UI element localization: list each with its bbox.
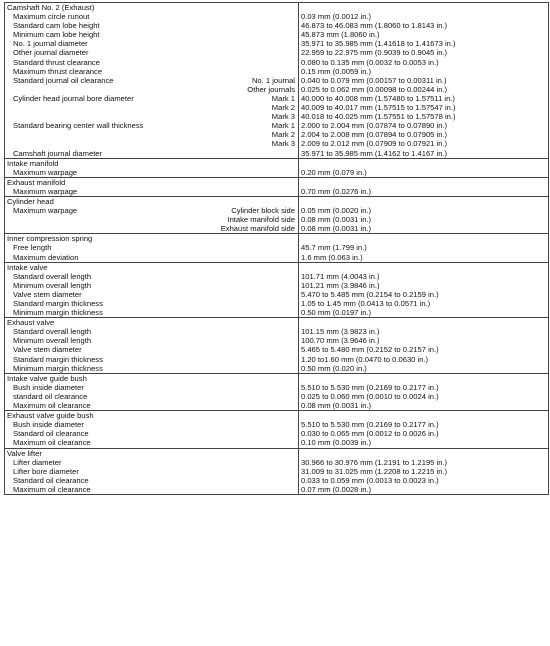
spec-section: [5, 373, 549, 410]
spec-label: Maximum warpage: [13, 167, 78, 177]
spec-label: Standard margin thickness: [13, 354, 103, 364]
spec-value: 0.030 to 0.065 mm (0.0012 to 0.0026 in.): [301, 429, 439, 439]
section-title-spacer: [299, 178, 548, 187]
spec-label: Minimum margin thickness: [13, 363, 103, 373]
spec-value: 2.004 to 2.008 mm (0.07894 to 0.07905 in.): [301, 130, 448, 140]
section-title-spacer: [299, 318, 548, 327]
spec-label: Standard journal oil clearance: [13, 75, 114, 85]
section-title: Camshaft No. 2 (Exhaust): [7, 3, 95, 12]
spec-label: Free length: [13, 243, 52, 253]
spec-row-label: [5, 85, 298, 94]
spec-value: 1.05 to 1.45 mm (0.0413 to 0.0571 in.): [301, 299, 431, 308]
section-title: Cylinder head: [7, 196, 54, 206]
spec-value: 0.70 mm (0.0276 in.): [301, 186, 372, 196]
spec-row-label: [5, 224, 298, 233]
spec-value: 45.873 mm (1.8060 in.): [301, 30, 380, 40]
spec-section-values: [299, 177, 549, 196]
spec-section: [5, 411, 549, 448]
spec-value: 40.018 to 40.025 mm (1.57551 to 1.57578 in.): [301, 112, 456, 122]
spec-section-labels: [5, 196, 299, 233]
section-title-spacer: [299, 374, 548, 383]
spec-row-label: [5, 290, 298, 299]
spec-label: Minimum cam lobe height: [13, 30, 100, 40]
spec-value: 22.959 to 22.975 mm (0.9039 to 0.9045 in.): [301, 48, 448, 58]
spec-sublabel: Mark 1: [271, 93, 295, 103]
spec-row-label: [5, 429, 298, 438]
spec-label: Standard cam lobe height: [13, 21, 100, 31]
section-title: Exhaust manifold: [7, 177, 66, 187]
spec-section: [5, 448, 549, 494]
spec-row-label: [5, 103, 298, 112]
spec-row-label: [5, 281, 298, 290]
spec-value: 31.009 to 31.025 mm (1.2208 to 1.2215 in.): [301, 466, 448, 476]
spec-sublabel: Mark 2: [271, 130, 295, 140]
spec-label: Maximum oil clearance: [13, 484, 91, 494]
spec-value: 46.873 to 46.083 mm (1.8060 to 1.8143 in.): [301, 21, 448, 31]
spec-section-labels: [5, 158, 299, 177]
spec-label: Bush inside diameter: [13, 382, 84, 392]
spec-section-labels: [5, 177, 299, 196]
spec-sublabel: Mark 3: [271, 112, 295, 122]
spec-row-label: [5, 30, 298, 39]
section-title-spacer: [299, 234, 548, 243]
spec-row-label: [5, 58, 298, 67]
section-title: Exhaust valve: [7, 318, 55, 328]
spec-row-label: [5, 336, 298, 345]
spec-section: [5, 3, 549, 159]
spec-label: Lifter diameter: [13, 457, 62, 467]
spec-row-label: [5, 168, 298, 177]
spec-value: 0.040 to 0.079 mm (0.00157 to 0.00311 in.): [301, 75, 447, 85]
spec-value: 0.080 to 0.135 mm (0.0032 to 0.0053 in.): [301, 57, 439, 67]
section-title: Exhaust valve guide bush: [7, 411, 94, 421]
spec-sublabel: Mark 2: [271, 103, 295, 113]
spec-row-label: [5, 308, 298, 317]
spec-label: Minimum margin thickness: [13, 308, 103, 318]
spec-sublabel: Mark 1: [271, 121, 295, 131]
spec-value: 40.000 to 40.008 mm (1.57480 to 1.57511 in.): [301, 93, 455, 103]
spec-row-label: [5, 48, 298, 57]
spec-section-labels: [5, 373, 299, 410]
spec-value: 0.20 mm (0.079 in.): [301, 167, 367, 177]
spec-label: Maximum thrust clearance: [13, 66, 103, 76]
spec-label: Standard margin thickness: [13, 299, 103, 308]
spec-row-label: [5, 420, 298, 429]
spec-value: 100.70 mm (3.9646 in.): [301, 336, 380, 346]
spec-sublabel: Mark 3: [271, 139, 295, 149]
spec-row-label: [5, 76, 298, 85]
spec-row-label: [5, 130, 298, 139]
spec-row-label: [5, 215, 298, 224]
spec-sublabel: Cylinder block side: [231, 206, 295, 216]
spec-table-body: [5, 3, 549, 495]
section-title-spacer: [299, 263, 548, 272]
spec-label: Other journal diameter: [13, 48, 89, 58]
spec-label: Lifter bore diameter: [13, 466, 79, 476]
spec-label: Standard overall length: [13, 327, 92, 337]
spec-row-label: [5, 121, 298, 130]
spec-label: Standard oil clearance: [13, 475, 89, 485]
spec-label: Maximum oil clearance: [13, 401, 91, 411]
spec-value: 0.08 mm (0.0031 in.): [301, 224, 372, 234]
spec-value: 1.20 to1.60 mm (0.0470 to 0.0630 in.): [301, 354, 429, 364]
spec-value: 30.966 to 30.976 mm (1.2191 to 1.2195 in.): [301, 457, 448, 467]
spec-value: 0.08 mm (0.0031 in.): [301, 215, 372, 225]
spec-row-label: [5, 39, 298, 48]
spec-row-label: [5, 21, 298, 30]
spec-row-label: [5, 485, 298, 494]
spec-value: 0.08 mm (0.0031 in.): [301, 401, 372, 411]
section-title: Inner compression spring: [7, 234, 93, 244]
spec-section-values: [299, 262, 549, 318]
section-title-spacer: [299, 197, 548, 206]
spec-row-label: [5, 149, 298, 158]
spec-value: 0.15 mm (0.0059 in.): [301, 66, 372, 76]
spec-value: 0.025 to 0.062 mm (0.00098 to 0.00244 in.): [301, 84, 448, 94]
spec-value: 5.510 to 5.530 mm (0.2169 to 0.2177 in.): [301, 420, 439, 430]
spec-section-values: [299, 448, 549, 494]
spec-section: [5, 196, 549, 233]
spec-value: 1.6 mm (0.063 in.): [301, 252, 363, 262]
spec-row-label: [5, 355, 298, 364]
spec-section-values: [299, 373, 549, 410]
spec-label: Minimum overall length: [13, 280, 92, 290]
spec-row-label: [5, 401, 298, 410]
spec-label: Maximum deviation: [13, 252, 79, 262]
spec-value: 45.7 mm (1.799 in.): [301, 243, 367, 253]
spec-value: 0.50 mm (0.0197 in.): [301, 308, 372, 318]
spec-row-label: [5, 67, 298, 76]
spec-row-label: [5, 206, 298, 215]
spec-value: 2.009 to 2.012 mm (0.07909 to 0.07921 in.): [301, 139, 448, 149]
spec-value: 101.71 mm (4.0043 in.): [301, 271, 380, 281]
spec-row-label: [5, 438, 298, 447]
spec-label: Cylinder head journal bore diameter: [13, 93, 134, 103]
spec-value: 35.971 to 35.985 mm (1.4162 to 1.4167 in.): [301, 148, 448, 158]
spec-section-labels: [5, 411, 299, 448]
spec-section-labels: [5, 262, 299, 318]
spec-label: standard oil clearance: [13, 391, 88, 401]
spec-section-labels: [5, 318, 299, 374]
section-title: Valve lifter: [7, 448, 42, 458]
spec-section-values: [299, 158, 549, 177]
spec-value: 0.05 mm (0.0020 in.): [301, 206, 372, 216]
spec-row-label: [5, 364, 298, 373]
spec-value: 2.000 to 2.004 mm (0.07874 to 0.07890 in.): [301, 121, 448, 131]
spec-row-label: [5, 139, 298, 148]
spec-label: Maximum warpage: [13, 186, 78, 196]
spec-value: 101.21 mm (3.9846 in.): [301, 280, 380, 290]
spec-sublabel: Exhaust manifold side: [220, 224, 295, 234]
spec-value: 5.510 to 5.530 mm (0.2169 to 0.2177 in.): [301, 382, 439, 392]
spec-value: 0.03 mm (0.0012 in.): [301, 12, 372, 22]
section-title-spacer: [299, 449, 548, 458]
spec-row-label: [5, 112, 298, 121]
spec-label: Valve stem diameter: [13, 289, 82, 299]
spec-section-labels: [5, 448, 299, 494]
spec-value: 40.009 to 40.017 mm (1.57515 to 1.57547 in.): [301, 103, 456, 113]
spec-value: 101.15 mm (3.9823 in.): [301, 327, 380, 337]
spec-section: [5, 318, 549, 374]
spec-section-values: [299, 318, 549, 374]
spec-row-label: [5, 327, 298, 336]
spec-label: Camshaft journal diameter: [13, 148, 103, 158]
spec-row-label: [5, 187, 298, 196]
spec-section-values: [299, 3, 549, 159]
spec-label: Standard oil clearance: [13, 429, 89, 439]
spec-section: [5, 234, 549, 262]
spec-label: No. 1 journal diameter: [13, 39, 88, 49]
spec-value: 5.470 to 5.485 mm (0.2154 to 0.2159 in.): [301, 289, 439, 299]
spec-value: 0.07 mm (0.0028 in.): [301, 484, 372, 494]
spec-sublabel: Other journals: [247, 84, 295, 94]
spec-row-label: [5, 272, 298, 281]
section-title: Intake manifold: [7, 158, 59, 168]
spec-value: 35.971 to 35.985 mm (1.41618 to 1.41673 in.): [301, 39, 456, 49]
spec-row-label: [5, 253, 298, 262]
spec-label: Standard thrust clearance: [13, 57, 100, 67]
spec-row-label: [5, 392, 298, 401]
section-title-spacer: [299, 411, 548, 420]
spec-section-values: [299, 196, 549, 233]
spec-value: 0.50 mm (0.020 in.): [301, 363, 367, 373]
spec-row-label: [5, 383, 298, 392]
section-title: Intake valve: [7, 262, 48, 272]
spec-value: 5.465 to 5.480 mm (0.2152 to 0.2157 in.): [301, 345, 439, 355]
spec-section-labels: [5, 3, 299, 159]
spec-row-label: [5, 458, 298, 467]
spec-row-label: [5, 12, 298, 21]
spec-section: [5, 158, 549, 177]
spec-value: 0.025 to 0.060 mm (0.0010 to 0.0024 in.): [301, 391, 439, 401]
spec-section-labels: [5, 234, 299, 262]
spec-sublabel: No. 1 journal: [251, 75, 295, 85]
spec-value: 0.033 to 0.059 mm (0.0013 to 0.0023 in.): [301, 475, 439, 485]
spec-label: Maximum circle runout: [13, 12, 90, 22]
spec-label: Bush inside diameter: [13, 420, 84, 430]
spec-section: [5, 262, 549, 318]
spec-section-values: [299, 234, 549, 262]
spec-sublabel: Intake manifold side: [227, 215, 295, 225]
spec-row-label: [5, 467, 298, 476]
spec-row-label: [5, 476, 298, 485]
section-title-spacer: [299, 3, 548, 12]
spec-row-label: [5, 345, 298, 354]
spec-label: Maximum warpage: [13, 206, 78, 216]
spec-label: Minimum overall length: [13, 336, 92, 346]
spec-label: Maximum oil clearance: [13, 438, 91, 448]
spec-label: Standard overall length: [13, 271, 92, 281]
spec-table: [4, 2, 549, 495]
spec-value: 0.10 mm (0.0039 in.): [301, 438, 372, 448]
section-title: Intake valve guide bush: [7, 373, 87, 383]
spec-section-values: [299, 411, 549, 448]
spec-label: Valve stem diameter: [13, 345, 82, 355]
spec-row-label: [5, 299, 298, 308]
spec-row-label: [5, 243, 298, 252]
spec-label: Standard bearing center wall thickness: [13, 121, 144, 131]
spec-row-label: [5, 94, 298, 103]
spec-section: [5, 177, 549, 196]
section-title-spacer: [299, 159, 548, 168]
